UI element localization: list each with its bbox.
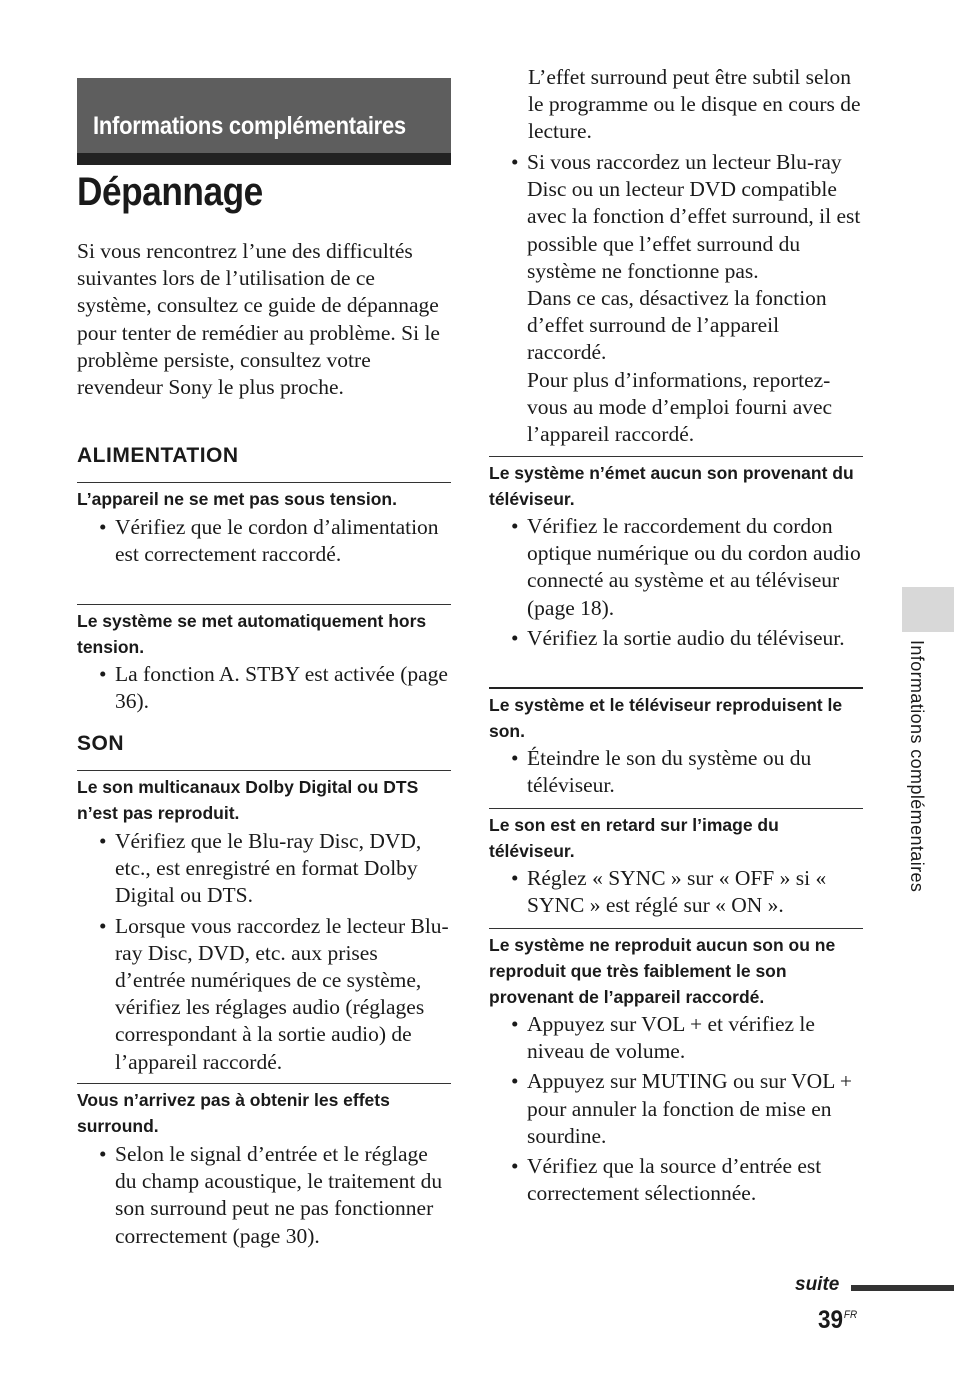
question-heading: Le système n’émet aucun son provenant du téléviseur. — [489, 456, 863, 512]
continued-bar — [851, 1285, 954, 1291]
answer-list — [489, 1011, 863, 1207]
question-heading: Le son multicanaux Dolby Digital ou DTS n’est pas reproduit. — [77, 770, 451, 826]
list-item — [77, 828, 451, 910]
answer-list — [77, 828, 451, 1076]
page-number — [818, 1306, 857, 1335]
list-item-text: Lorsque vous raccordez le lecteur Blu-ray Disc, DVD, etc. aux prises d’entrée numériques de ce système, vérifiez les réglages audio (réglages correspondant à la sortie audio) de l’appareil raccordé. — [115, 913, 449, 1074]
list-item-text: Selon le signal d’entrée et le réglage du champ acoustique, le traitement du son surround peut ne pas fonctionner correctement (page 30). — [115, 1142, 443, 1248]
list-item-text: Vérifiez la sortie audio du téléviseur. — [527, 625, 845, 650]
list-item — [77, 913, 451, 1076]
list-item-text: Vérifiez que le cordon d’alimentation est correctement raccordé. — [115, 515, 439, 567]
question-heading: Le système se met automatiquement hors tension. — [77, 604, 451, 660]
bullet-icon: • — [99, 662, 107, 686]
answer-list — [489, 745, 863, 799]
list-item-text: Réglez « SYNC » sur « OFF » si « SYNC » est réglé sur « ON ». — [527, 866, 827, 918]
list-item-text: Appuyez sur VOL + et vérifiez le niveau de volume. — [527, 1012, 815, 1064]
page-title: Dépannage — [77, 170, 263, 214]
list-item — [77, 661, 451, 715]
bullet-icon: • — [511, 150, 519, 174]
list-item — [489, 1068, 863, 1150]
side-tab-marker — [902, 587, 954, 632]
list-item-paragraph: Dans ce cas, désactivez la fonction d’effet surround de l’appareil raccordé. — [527, 286, 827, 365]
question-heading: Le son est en retard sur l’image du téléviseur. — [489, 808, 863, 864]
list-item — [489, 745, 863, 799]
bullet-icon: • — [99, 913, 107, 938]
answer-list — [77, 514, 451, 568]
bullet-icon: • — [511, 1012, 519, 1036]
banner-rule — [77, 153, 451, 165]
list-item-text: La fonction A. STBY est activée (page 36). — [115, 662, 448, 714]
question-heading: Le système ne reproduit aucun son ou ne reproduit que très faiblement le son provenant de l’appareil raccordé. — [489, 928, 863, 1010]
list-item — [489, 865, 863, 919]
answer-list — [489, 513, 863, 652]
page-number-suffix: FR — [843, 1309, 858, 1321]
section-heading-alimentation: ALIMENTATION — [77, 444, 239, 467]
side-tab-text: Informations complémentaires — [907, 640, 927, 893]
bullet-icon: • — [99, 515, 107, 539]
list-item — [489, 625, 863, 652]
list-item — [77, 514, 451, 568]
bullet-icon: • — [511, 866, 519, 890]
answer-list — [77, 1141, 451, 1250]
intro-paragraph: Si vous rencontrez l’une des difficultés suivantes lors de l’utilisation de ce système, consultez ce guide de dépannage pour tenter de remédier au problème. Si le problème persiste, consultez votre revendeur Sony le plus proche. — [77, 239, 440, 400]
list-item — [77, 1141, 451, 1250]
section-heading-son: SON — [77, 732, 125, 755]
continued-text: L’effet surround peut être subtil selon le programme ou le disque en cours de lecture. — [528, 65, 861, 144]
bullet-icon: • — [511, 1069, 519, 1094]
continued-label: suite — [795, 1274, 840, 1295]
bullet-icon: • — [511, 625, 519, 650]
list-item-text: Appuyez sur MUTING ou sur VOL + pour annuler la fonction de mise en sourdine. — [527, 1069, 853, 1148]
question-heading: Vous n’arrivez pas à obtenir les effets surround. — [77, 1083, 451, 1139]
bullet-icon: • — [99, 1142, 107, 1166]
question-heading: Le système et le téléviseur reproduisent le son. — [489, 687, 863, 744]
bullet-icon: • — [99, 829, 107, 853]
answer-list — [77, 661, 451, 715]
chapter-banner — [77, 78, 451, 165]
list-item — [489, 149, 863, 285]
bullet-icon: • — [511, 514, 519, 538]
question-heading: L’appareil ne se met pas sous tension. — [77, 482, 451, 512]
bullet-icon: • — [511, 1154, 519, 1179]
answer-list — [489, 149, 863, 448]
banner-title: Informations complémentaires — [93, 112, 406, 140]
list-item-text: Vérifiez que le Blu-ray Disc, DVD, etc., est enregistré en format Dolby Digital ou DTS. — [115, 829, 422, 908]
answer-list — [489, 865, 863, 919]
list-item — [489, 1011, 863, 1065]
list-item — [489, 513, 863, 622]
list-item-paragraph: Pour plus d’informations, reportez-vous au mode d’emploi fourni avec l’appareil raccordé. — [527, 367, 833, 447]
list-item-text: Éteindre le son du système ou du téléviseur. — [527, 746, 812, 798]
list-item — [489, 1153, 863, 1207]
page-number-value: 39 — [818, 1306, 844, 1334]
list-item-text: Vérifiez le raccordement du cordon optique numérique ou du cordon audio connecté au système et au téléviseur (page 18). — [527, 514, 861, 620]
list-item-text: Vérifiez que la source d’entrée est correctement sélectionnée. — [527, 1154, 822, 1206]
bullet-icon: • — [511, 746, 519, 770]
list-item-text: Si vous raccordez un lecteur Blu-ray Disc ou un lecteur DVD compatible avec la fonction d’effet surround, il est possible que l’effet surround du système ne fonctionne pas. — [527, 150, 861, 283]
side-tab-label — [889, 640, 929, 960]
